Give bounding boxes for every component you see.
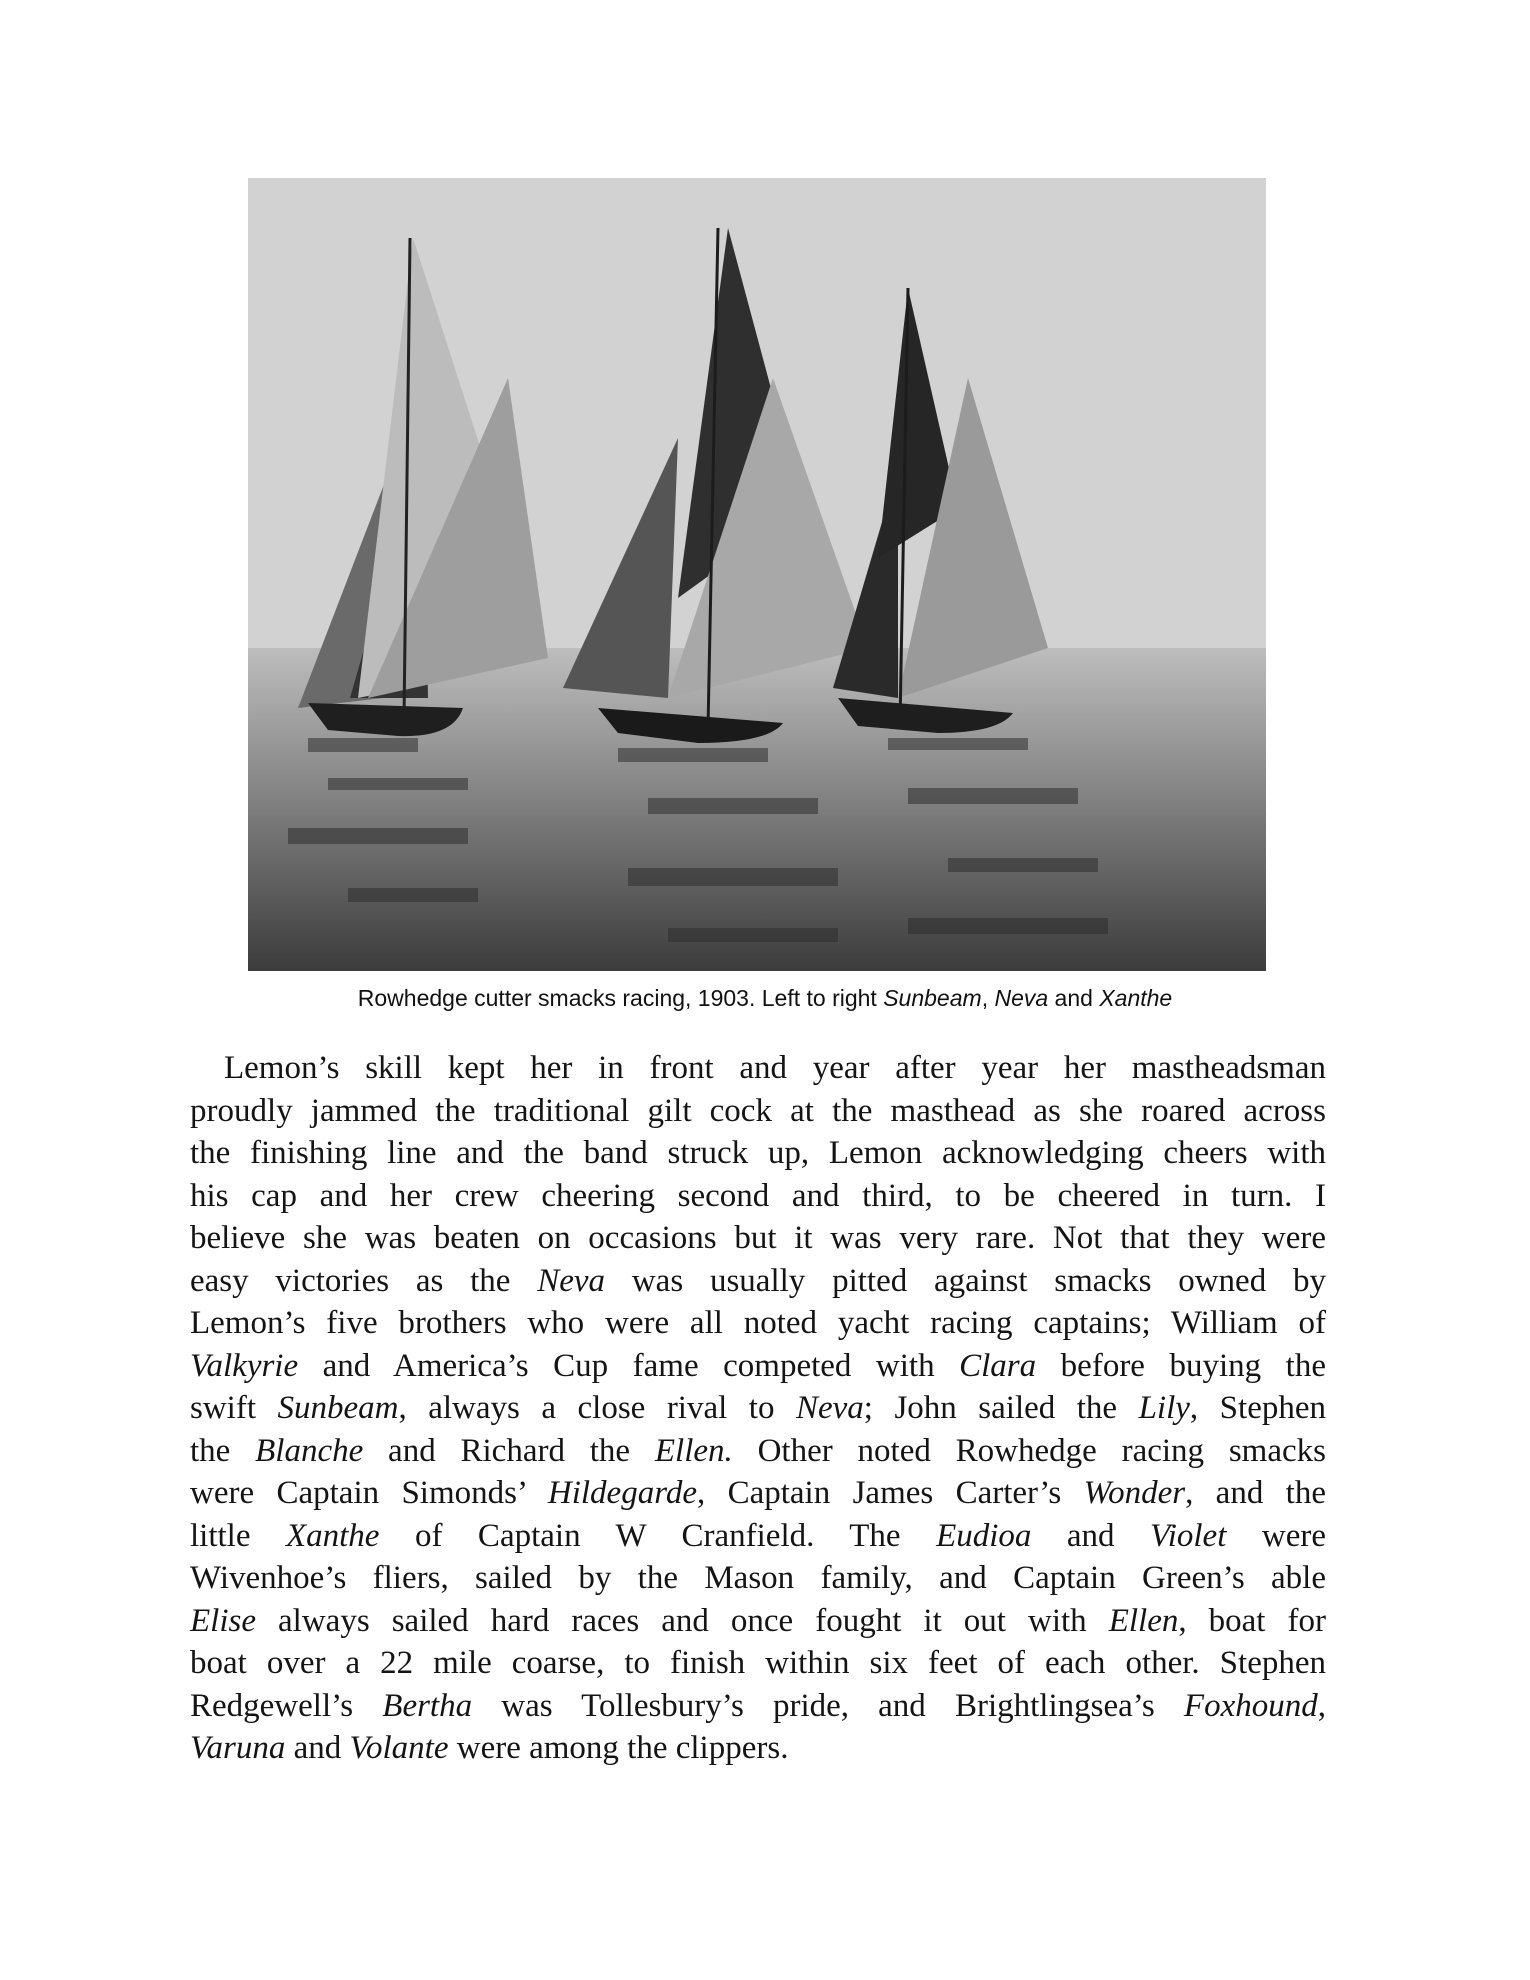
text-line <box>190 1175 1326 1218</box>
text-segment: and <box>285 1730 350 1766</box>
vessel-name: Sunbeam <box>277 1390 399 1426</box>
vessel-name: Varuna <box>190 1730 286 1766</box>
text-segment: were among the clippers. <box>448 1730 789 1766</box>
text-line <box>190 1430 1326 1473</box>
vessel-name: Xanthe <box>285 1517 380 1554</box>
vessel-name: Hildegarde <box>547 1475 697 1511</box>
caption-comma: , <box>981 985 995 1011</box>
text-segment: , Stephen <box>1189 1390 1326 1426</box>
vessel-name: Elise <box>190 1602 256 1639</box>
text-segment: always sailed hard races and once fought it out with <box>255 1602 1109 1639</box>
text-segment: Wivenhoe’s fliers, sailed by the Mason family, and Captain Green’s able <box>190 1560 1326 1596</box>
vessel-name: Neva <box>795 1390 864 1426</box>
vessel-name: Ellen <box>1108 1602 1179 1639</box>
text-line <box>190 1090 1326 1133</box>
vessel-name: Neva <box>537 1262 606 1299</box>
text-segment: Lemon’s skill kept her in front and year after year her mastheadsman <box>224 1050 1326 1086</box>
text-segment: were Captain Simonds’ <box>190 1475 548 1511</box>
text-segment: proudly jammed the traditional gilt cock at the masthead as she roared across <box>190 1092 1326 1129</box>
vessel-name: Valkyrie <box>190 1347 299 1384</box>
text-line <box>190 1472 1326 1515</box>
text-line <box>190 1302 1326 1345</box>
text-segment: , boat for <box>1178 1602 1326 1639</box>
text-segment: was Tollesbury’s pride, and Brightlingsea’s <box>472 1687 1184 1724</box>
text-line <box>190 1727 1326 1770</box>
text-segment: swift <box>190 1390 278 1426</box>
text-segment: before buying the <box>1036 1347 1326 1384</box>
vessel-name: Blanche <box>255 1432 364 1469</box>
text-line <box>190 1047 1326 1090</box>
text-segment: , and the <box>1185 1475 1326 1511</box>
text-segment: Other noted Rowhedge racing smacks <box>732 1432 1326 1469</box>
vessel-name: Bertha <box>382 1687 473 1724</box>
vessel-name: Eudioa <box>936 1517 1032 1554</box>
text-segment: was usually pitted against smacks owned by <box>605 1262 1326 1299</box>
vessel-name: Ellen. <box>654 1432 733 1469</box>
text-segment: , Captain James Carter’s <box>696 1475 1084 1511</box>
text-line <box>190 1217 1326 1260</box>
text-line <box>190 1557 1326 1600</box>
caption-prefix: Rowhedge cutter smacks racing, 1903. Left to right <box>357 985 884 1011</box>
text-segment: , always a close rival to <box>398 1390 796 1426</box>
text-line <box>190 1132 1326 1175</box>
text-segment: his cap and her crew cheering second and third, to be cheered in turn. I <box>190 1177 1326 1214</box>
text-segment: easy victories as the <box>190 1262 538 1299</box>
text-line <box>190 1685 1326 1728</box>
text-line <box>190 1260 1326 1303</box>
figure-caption <box>0 985 1530 1012</box>
vessel-name: Volante <box>349 1730 449 1766</box>
text-segment: , <box>1317 1687 1326 1724</box>
text-line <box>190 1642 1326 1685</box>
text-segment: little <box>190 1517 286 1554</box>
text-segment: of Captain W Cranfield. The <box>379 1517 937 1554</box>
vessel-name: Lily <box>1138 1390 1190 1426</box>
text-segment: ; John sailed the <box>863 1390 1139 1426</box>
text-segment: Redgewell’s <box>190 1687 383 1724</box>
text-line <box>190 1515 1326 1558</box>
text-segment: and <box>1031 1517 1151 1554</box>
text-segment: and Richard the <box>363 1432 655 1469</box>
caption-name-neva: Neva <box>994 985 1049 1011</box>
text-segment: the <box>190 1432 256 1469</box>
caption-and: and <box>1048 985 1100 1011</box>
vessel-name: Violet <box>1150 1517 1227 1554</box>
text-line <box>190 1600 1326 1643</box>
vessel-name: Wonder <box>1083 1475 1186 1511</box>
text-line <box>190 1345 1326 1388</box>
text-segment: were <box>1226 1517 1326 1554</box>
vessel-name: Clara <box>959 1347 1037 1384</box>
caption-name-sunbeam: Sunbeam <box>883 985 982 1011</box>
text-segment: the finishing line and the band struck up, Lemon acknowledging cheers with <box>190 1135 1326 1171</box>
photo-illustration <box>248 178 1266 971</box>
text-line <box>190 1387 1326 1430</box>
body-paragraph <box>190 1047 1326 1770</box>
text-segment: believe she was beaten on occasions but it was very rare. Not that they were <box>190 1220 1326 1256</box>
sailing-smacks-photo <box>248 178 1266 971</box>
text-segment: and America’s Cup fame competed with <box>298 1347 960 1384</box>
text-segment: Lemon’s five brothers who were all noted yacht racing captains; William of <box>190 1305 1326 1341</box>
text-segment: boat over a 22 mile coarse, to finish within six feet of each other. Stephen <box>190 1645 1326 1681</box>
caption-name-xanthe: Xanthe <box>1099 985 1173 1011</box>
vessel-name: Foxhound <box>1183 1687 1318 1724</box>
